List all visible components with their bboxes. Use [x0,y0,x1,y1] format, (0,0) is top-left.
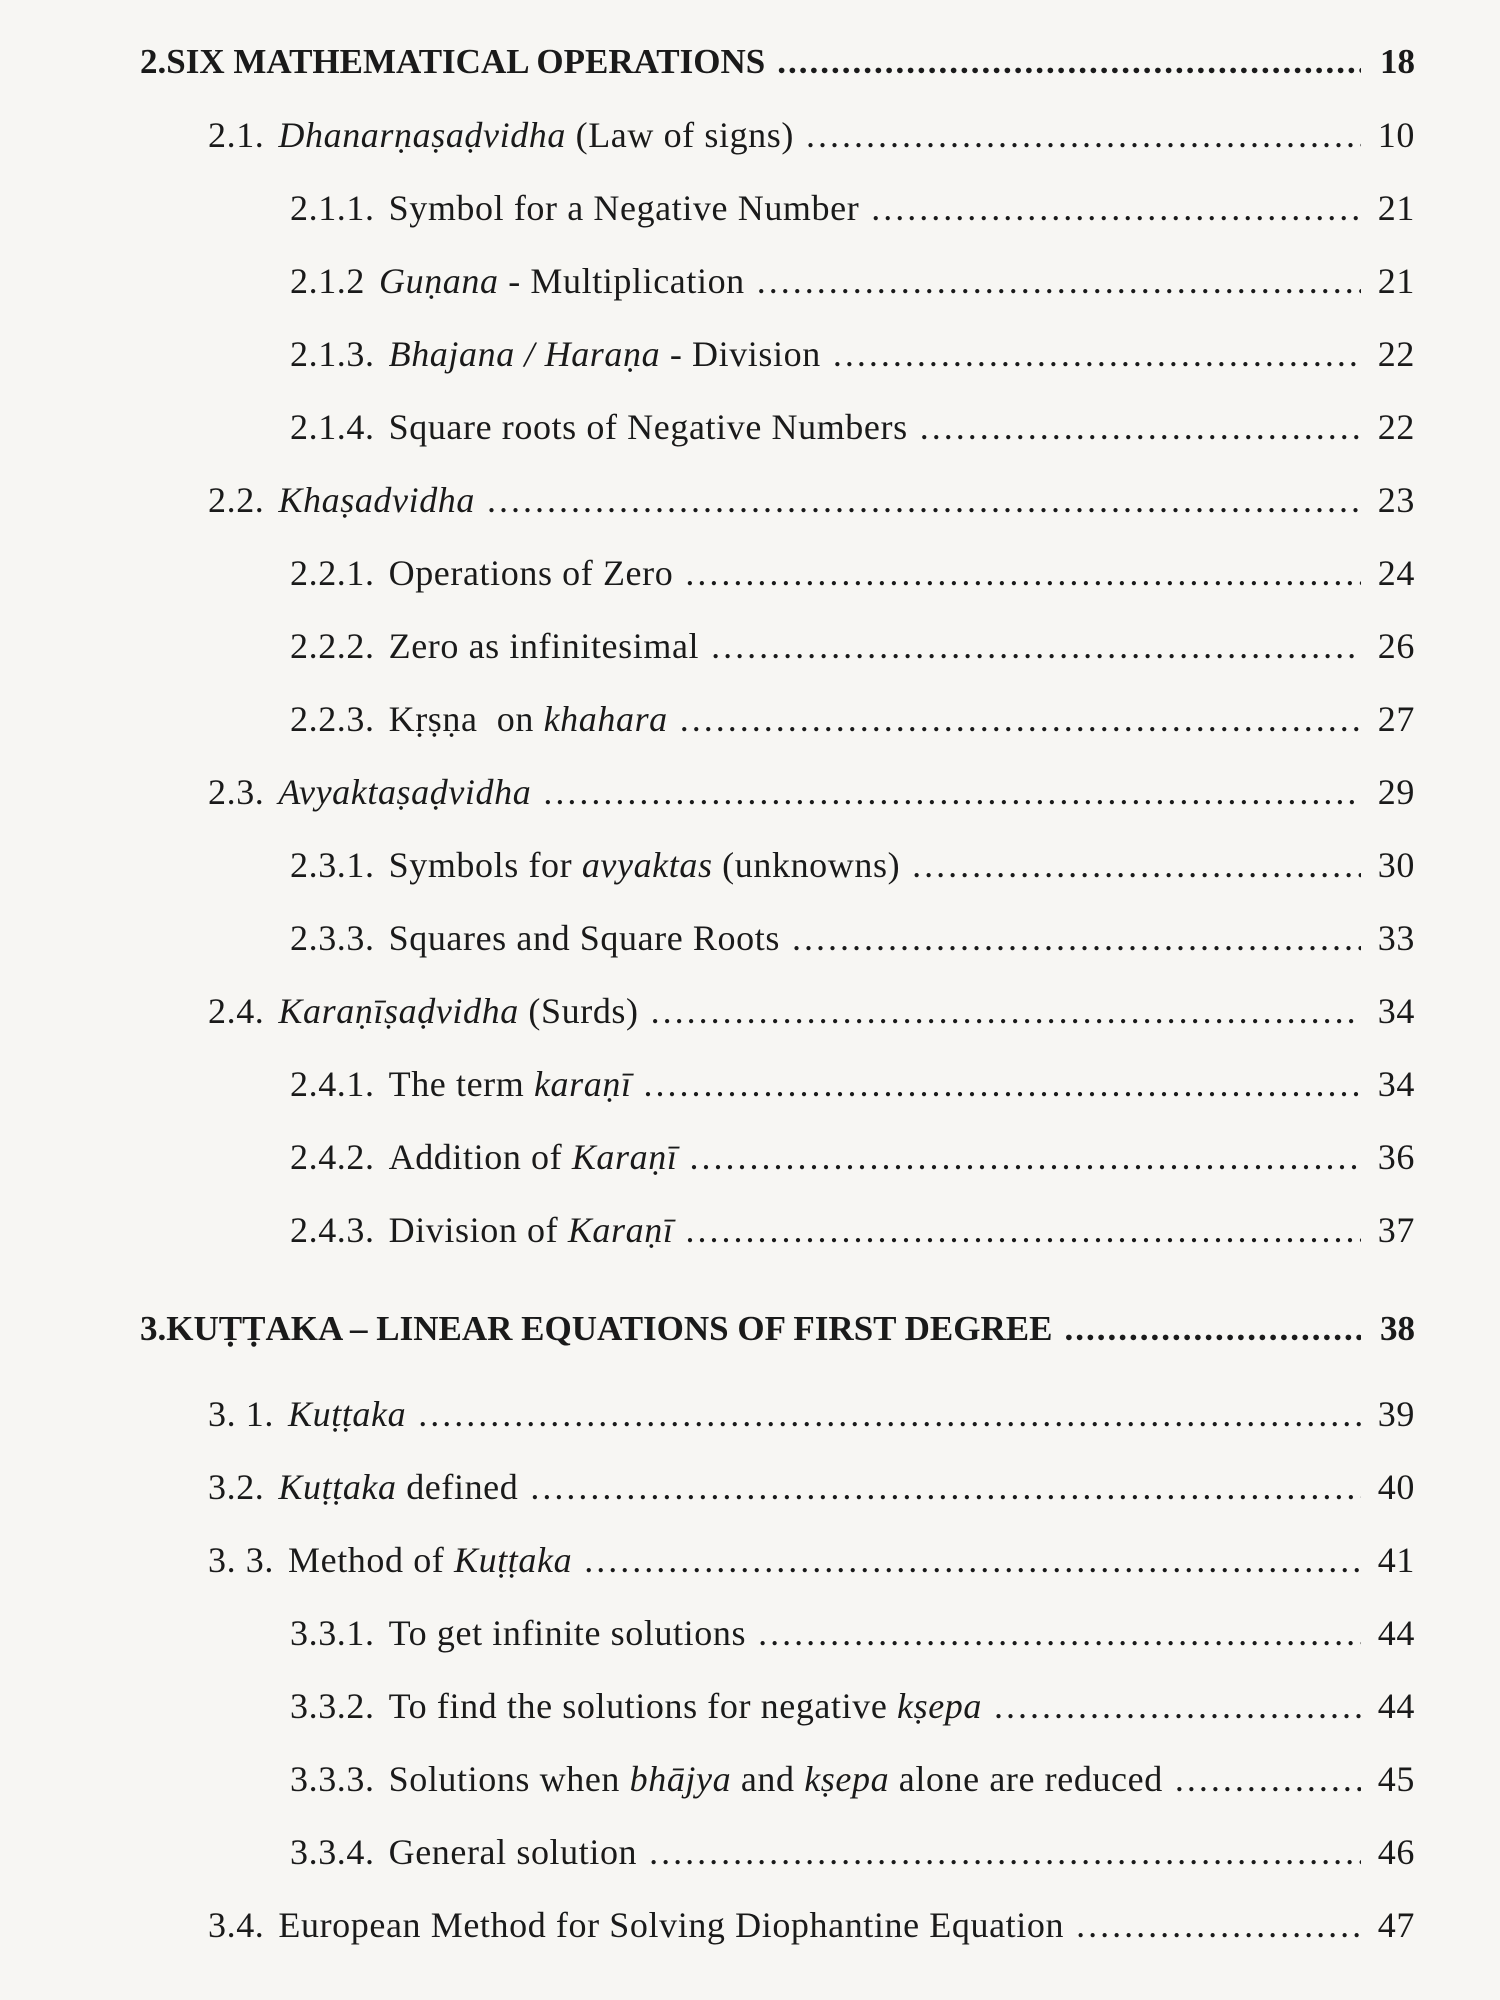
entry-number: 3. 1. [208,1394,274,1434]
leader-dots [994,1676,1361,1736]
entry-title: Guṇana - Multiplication [379,261,745,301]
entry-page-number: 27 [1377,699,1415,739]
entry-page-number: 37 [1377,1210,1415,1250]
entry-page-number: 45 [1377,1759,1415,1799]
leader-dots [792,908,1361,968]
entry-title: Symbol for a Negative Number [388,188,860,228]
entry-page-number: 40 [1377,1467,1415,1507]
toc-entry-2-4-1[interactable] [290,1054,1415,1114]
entry-page-number: 39 [1377,1394,1415,1434]
entry-title: European Method for Solving Diophantine Equation [278,1905,1065,1945]
entry-page-number: 47 [1377,1905,1415,1945]
toc-entry-2-1[interactable] [208,105,1415,165]
leader-dots [689,1127,1361,1187]
entry-page-number: 29 [1377,772,1415,812]
entry-page-number: 34 [1377,991,1415,1031]
leader-dots [543,762,1361,822]
leader-dots [680,689,1361,749]
entry-page-number: 30 [1377,845,1415,885]
leader-dots [651,981,1361,1041]
entry-title: Avyaktaṣaḍvidha [278,772,532,812]
entry-title: Khaṣadvidha [278,480,476,520]
entry-number: 3.3.4. [290,1832,375,1872]
entry-page-number: 44 [1377,1686,1415,1726]
leader-dots [487,470,1361,530]
toc-entry-3-3[interactable] [208,1530,1415,1590]
leader-dots [1076,1895,1361,1955]
entry-page-number: 10 [1377,115,1415,155]
entry-number: 3.3.3. [290,1759,375,1799]
leader-dots [584,1530,1361,1590]
entry-number: 2.1.3. [290,334,375,374]
toc-entry-3-3-2[interactable] [290,1676,1415,1736]
toc-entry-3-3-4[interactable] [290,1822,1415,1882]
leader-dots [649,1822,1361,1882]
toc-entry-2-2[interactable] [208,470,1415,530]
entry-number: 2.3.1. [290,845,375,885]
leader-dots [777,32,1361,92]
entry-number: 2.4.1. [290,1064,375,1104]
entry-title: Square roots of Negative Numbers [388,407,908,447]
leader-dots [833,324,1361,384]
entry-page-number: 26 [1377,626,1415,666]
toc-entry-3-1[interactable] [208,1384,1415,1444]
leader-dots [644,1054,1361,1114]
entry-number: 2.2. [208,480,265,520]
entry-number: 2. [140,42,167,81]
toc-entry-chapter-3[interactable] [140,1299,1415,1359]
toc-entry-2-1-4[interactable] [290,397,1415,457]
entry-page-number: 22 [1377,334,1415,374]
entry-number: 2.3. [208,772,265,812]
entry-number: 2.1.2 [290,261,365,301]
toc-entry-2-3-1[interactable] [290,835,1415,895]
entry-number: 2.2.3. [290,699,375,739]
entry-number: 3.4. [208,1905,265,1945]
entry-page-number: 41 [1377,1540,1415,1580]
entry-title: Kuṭṭaka defined [278,1467,519,1507]
entry-page-number: 46 [1377,1832,1415,1872]
entry-title: General solution [388,1832,638,1872]
entry-title: Squares and Square Roots [388,918,780,958]
leader-dots [685,1200,1361,1260]
toc-entry-2-2-1[interactable] [290,543,1415,603]
entry-title: Zero as infinitesimal [388,626,700,666]
entry-number: 3. [140,1309,167,1348]
leader-dots [757,251,1361,311]
leader-dots [1175,1749,1361,1809]
entry-title: Karaṇīṣaḍvidha (Surds) [278,991,639,1031]
entry-number: 2.1. [208,115,265,155]
entry-page-number: 36 [1377,1137,1415,1177]
entry-number: 3.3.1. [290,1613,375,1653]
entry-title: Bhajana / Haraṇa - Division [388,334,821,374]
entry-title: Dhanarṇaṣaḍvidha (Law of signs) [278,115,794,155]
entry-number: 2.4.2. [290,1137,375,1177]
entry-number: 2.4. [208,991,265,1031]
entry-page-number: 38 [1380,1309,1415,1348]
entry-page-number: 18 [1380,42,1415,81]
leader-dots [912,835,1361,895]
leader-dots [711,616,1361,676]
entry-title: Division of Karaṇī [388,1210,674,1250]
entry-title: Method of Kuṭṭaka [288,1540,573,1580]
leader-dots [1064,1299,1361,1359]
leader-dots [685,543,1361,603]
leader-dots [920,397,1361,457]
entry-page-number: 33 [1377,918,1415,958]
entry-number: 2.3.3. [290,918,375,958]
entry-title: Addition of Karaṇī [388,1137,678,1177]
toc-entry-2-4[interactable] [208,981,1415,1041]
toc-entry-2-1-1[interactable] [290,178,1415,238]
entry-number: 2.2.1. [290,553,375,593]
entry-number: 3.2. [208,1467,265,1507]
entry-number: 2.1.4. [290,407,375,447]
entry-title: To find the solutions for negative kṣepa [388,1686,982,1726]
entry-title: The term karaṇī [388,1064,632,1104]
entry-number: 3. 3. [208,1540,274,1580]
entry-title: Solutions when bhājya and kṣepa alone are reduced [388,1759,1163,1799]
toc-entry-3-2[interactable] [208,1457,1415,1517]
entry-title: KUṬṬAKA – LINEAR EQUATIONS OF FIRST DEGREE [166,1309,1053,1348]
entry-title: Symbols for avyaktas (unknowns) [388,845,901,885]
toc-entry-2-2-2[interactable] [290,616,1415,676]
entry-number: 2.1.1. [290,188,375,228]
toc-entry-2-4-3[interactable] [290,1200,1415,1260]
toc-entry-3-3-1[interactable] [290,1603,1415,1663]
toc-entry-2-1-3[interactable] [290,324,1415,384]
entry-title: Operations of Zero [388,553,674,593]
toc-entry-3-4[interactable] [208,1895,1415,1955]
entry-number: 3.3.2. [290,1686,375,1726]
entry-title: Kuṭṭaka [288,1394,407,1434]
leader-dots [530,1457,1361,1517]
entry-title: SIX MATHEMATICAL OPERATIONS [166,42,766,81]
leader-dots [871,178,1361,238]
entry-page-number: 44 [1377,1613,1415,1653]
toc-entry-2-3-3[interactable] [290,908,1415,968]
entry-page-number: 34 [1377,1064,1415,1104]
leader-dots [418,1384,1361,1444]
entry-page-number: 21 [1377,188,1415,228]
toc-entry-3-3-3[interactable] [290,1749,1415,1809]
entry-title: To get infinite solutions [388,1613,747,1653]
entry-page-number: 22 [1377,407,1415,447]
leader-dots [806,105,1361,165]
leader-dots [758,1603,1361,1663]
entry-page-number: 21 [1377,261,1415,301]
toc-entry-chapter-2[interactable] [140,32,1415,92]
toc-entry-2-4-2[interactable] [290,1127,1415,1187]
toc-entry-2-2-3[interactable] [290,689,1415,749]
toc-entry-2-1-2[interactable] [290,251,1415,311]
entry-page-number: 24 [1377,553,1415,593]
entry-page-number: 23 [1377,480,1415,520]
toc-entry-2-3[interactable] [208,762,1415,822]
entry-title: Kṛṣṇa on khahara [388,699,668,739]
entry-number: 2.4.3. [290,1210,375,1250]
entry-number: 2.2.2. [290,626,375,666]
